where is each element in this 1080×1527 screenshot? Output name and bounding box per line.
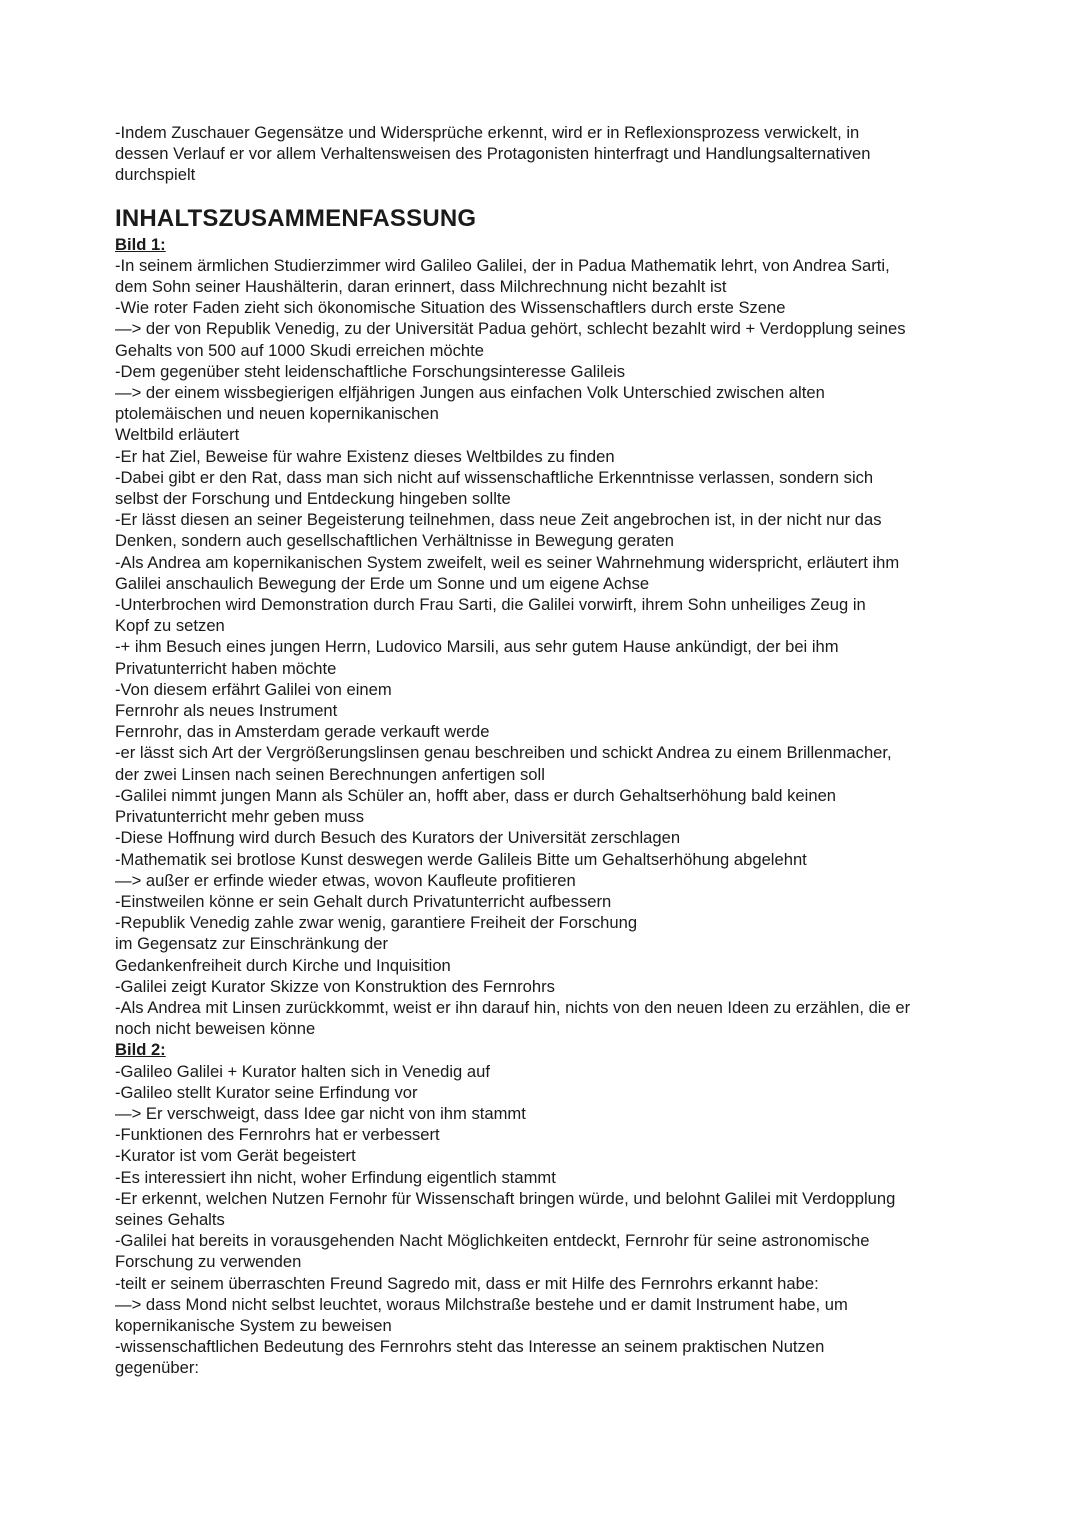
- text-line: gegenüber:: [115, 1358, 199, 1378]
- text-line: -Galileo Galilei + Kurator halten sich in Venedig auf: [115, 1061, 490, 1081]
- text-line: kopernikanische System zu beweisen: [115, 1315, 392, 1335]
- text-line: -Galileo stellt Kurator seine Erfindung vor: [115, 1082, 418, 1102]
- text-line: noch nicht beweisen könne: [115, 1019, 316, 1039]
- text-line: -Einstweilen könne er sein Gehalt durch Privatunterricht aufbessern: [115, 891, 612, 911]
- section-title: Bild 2:: [115, 1040, 166, 1060]
- text-line: Fernrohr als neues Instrument: [115, 701, 338, 721]
- text-line: -Es interessiert ihn nicht, woher Erfindung eigentlich stammt: [115, 1167, 556, 1187]
- text-line: -Galilei zeigt Kurator Skizze von Konstruktion des Fernrohrs: [115, 976, 555, 996]
- text-line: —> dass Mond nicht selbst leuchtet, woraus Milchstraße bestehe und er damit Instrument habe, um: [115, 1294, 848, 1314]
- text-line: -+ ihm Besuch eines jungen Herrn, Ludovico Marsili, aus sehr gutem Hause ankündigt, der bei ihm: [115, 637, 839, 657]
- text-line: Fernrohr, das in Amsterdam gerade verkauft werde: [115, 722, 490, 742]
- text-line: —> der einem wissbegierigen elfjährigen Jungen aus einfachen Volk Unterschied zwischen alten: [115, 383, 825, 403]
- text-line: selbst der Forschung und Entdeckung hingeben sollte: [115, 489, 511, 509]
- text-line: Weltbild erläutert: [115, 425, 240, 445]
- text-line: -In seinem ärmlichen Studierzimmer wird Galileo Galilei, der in Padua Mathematik lehrt, von Andrea Sarti,: [115, 255, 890, 275]
- text-line: —> Er verschweigt, dass Idee gar nicht von ihm stammt: [115, 1103, 526, 1123]
- text-line: seines Gehalts: [115, 1209, 225, 1229]
- text-line: -Als Andrea am kopernikanischen System zweifelt, weil es seiner Wahrnehmung widerspricht, erläutert ihm: [115, 552, 900, 572]
- text-line: -Funktionen des Fernrohrs hat er verbessert: [115, 1125, 440, 1145]
- text-line: —> der von Republik Venedig, zu der Universität Padua gehört, schlecht bezahlt wird + Verdopplung seines: [115, 319, 906, 339]
- text-line: -Mathematik sei brotlose Kunst deswegen werde Galileis Bitte um Gehaltserhöhung abgelehnt: [115, 849, 807, 869]
- intro-line: durchspielt: [115, 165, 196, 185]
- intro-paragraph: [115, 122, 985, 186]
- text-line: -Er hat Ziel, Beweise für wahre Existenz dieses Weltbildes zu finden: [115, 446, 615, 466]
- section-1: [115, 234, 985, 1040]
- text-line: -Unterbrochen wird Demonstration durch Frau Sarti, die Galilei vorwirft, ihrem Sohn unheiliges Zeug in: [115, 595, 866, 615]
- document-page: [115, 122, 985, 1379]
- text-line: -Galilei hat bereits in vorausgehenden Nacht Möglichkeiten entdeckt, Fernrohr für seine astronomische: [115, 1231, 870, 1251]
- text-line: -Dabei gibt er den Rat, dass man sich nicht auf wissenschaftliche Erkenntnisse verlassen, sondern sich: [115, 467, 874, 487]
- text-line: Privatunterricht haben möchte: [115, 658, 337, 678]
- section-2: [115, 1039, 985, 1378]
- text-line: dem Sohn seiner Haushälterin, daran erinnert, dass Milchrechnung nicht bezahlt ist: [115, 277, 727, 297]
- text-line: —> außer er erfinde wieder etwas, wovon Kaufleute profitieren: [115, 870, 576, 890]
- text-line: Denken, sondern auch gesellschaftlichen Verhältnisse in Bewegung geraten: [115, 531, 675, 551]
- text-line: -Dem gegenüber steht leidenschaftliche Forschungsinteresse Galileis: [115, 361, 626, 381]
- sections-container: [115, 234, 985, 1379]
- section-title: Bild 1:: [115, 234, 166, 254]
- text-line: ptolemäischen und neuen kopernikanischen: [115, 404, 439, 424]
- intro-line: dessen Verlauf er vor allem Verhaltensweisen des Protagonisten hinterfragt und Handlungsalternativen: [115, 144, 871, 164]
- text-line: -Er lässt diesen an seiner Begeisterung teilnehmen, dass neue Zeit angebrochen ist, in der nicht nur das: [115, 510, 882, 530]
- text-line: Kopf zu setzen: [115, 616, 225, 636]
- text-line: -Kurator ist vom Gerät begeistert: [115, 1146, 356, 1166]
- intro-line: -Indem Zuschauer Gegensätze und Widersprüche erkennt, wird er in Reflexionsprozess verwickelt, in: [115, 123, 860, 142]
- text-line: -Diese Hoffnung wird durch Besuch des Kurators der Universität zerschlagen: [115, 828, 681, 848]
- text-line: Forschung zu verwenden: [115, 1252, 302, 1272]
- text-line: im Gegensatz zur Einschränkung der: [115, 934, 389, 954]
- text-line: Privatunterricht mehr geben muss: [115, 807, 365, 827]
- text-line: -Republik Venedig zahle zwar wenig, garantiere Freiheit der Forschung: [115, 913, 638, 933]
- text-line: Galilei anschaulich Bewegung der Erde um Sonne und um eigene Achse: [115, 573, 650, 593]
- text-line: -teilt er seinem überraschten Freund Sagredo mit, dass er mit Hilfe des Fernrohrs erkannt habe:: [115, 1273, 819, 1293]
- text-line: der zwei Linsen nach seinen Berechnungen anfertigen soll: [115, 764, 545, 784]
- text-line: -Von diesem erfährt Galilei von einem: [115, 679, 392, 699]
- page-heading: INHALTSZUSAMMENFASSUNG: [115, 204, 477, 232]
- text-line: -Er erkennt, welchen Nutzen Fernohr für Wissenschaft bringen würde, und belohnt Galilei mit Verdopplung: [115, 1188, 896, 1208]
- text-line: -Galilei nimmt jungen Mann als Schüler an, hofft aber, dass er durch Gehaltserhöhung bald keinen: [115, 785, 837, 805]
- text-line: Gedankenfreiheit durch Kirche und Inquisition: [115, 955, 451, 975]
- text-line: -Als Andrea mit Linsen zurückkommt, weist er ihn darauf hin, nichts von den neuen Ideen zu erzählen, die er: [115, 997, 911, 1017]
- text-line: -wissenschaftlichen Bedeutung des Fernrohrs steht das Interesse an seinem praktischen Nutzen: [115, 1337, 825, 1357]
- text-line: Gehalts von 500 auf 1000 Skudi erreichen möchte: [115, 340, 484, 360]
- text-line: -er lässt sich Art der Vergrößerungslinsen genau beschreiben und schickt Andrea zu einem Brillenmacher,: [115, 743, 892, 763]
- text-line: -Wie roter Faden zieht sich ökonomische Situation des Wissenschaftlers durch erste Szene: [115, 298, 786, 318]
